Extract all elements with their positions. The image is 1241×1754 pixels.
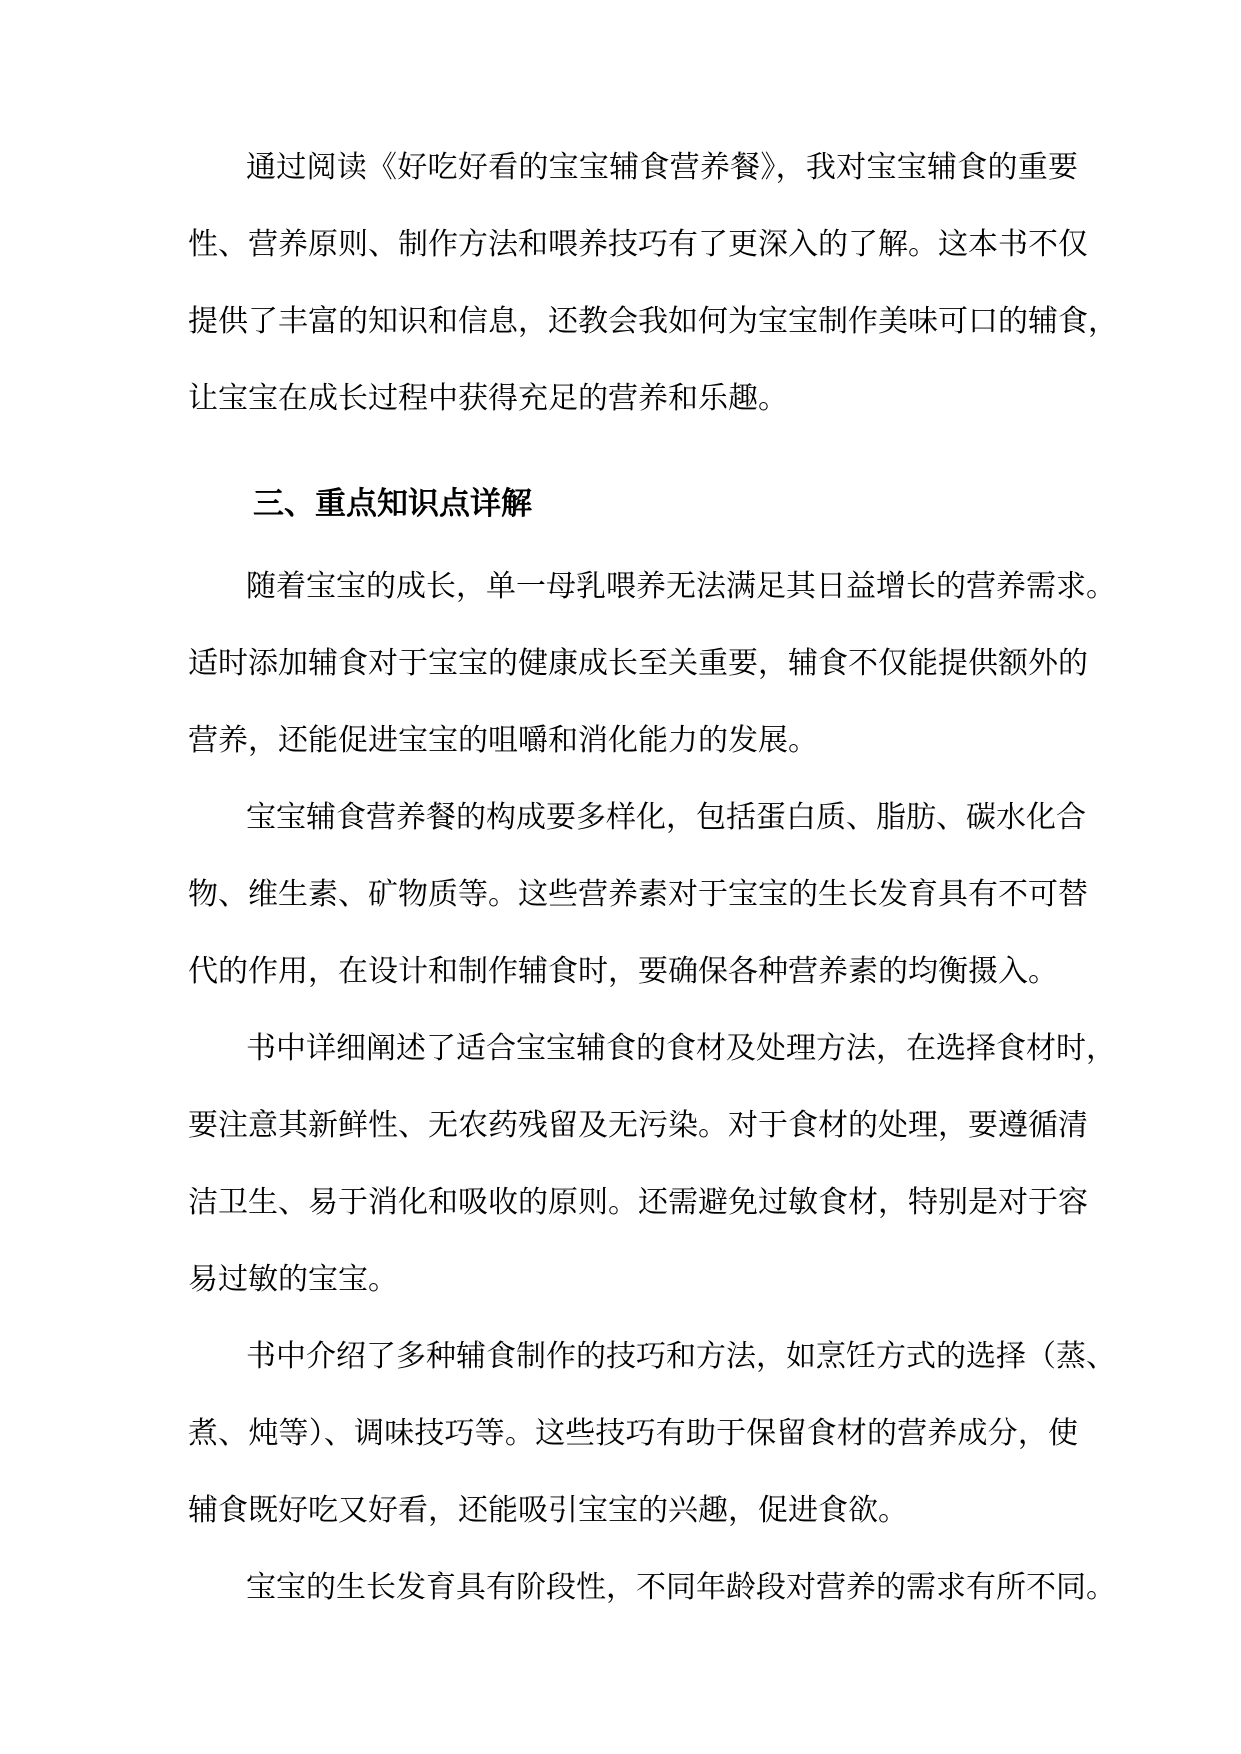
p1-line-1: 随着宝宝的成长，单一母乳喂养无法满足其日益增长的营养需求。: [246, 569, 1116, 604]
section-heading: 三、重点知识点详解: [253, 486, 532, 522]
p2-line-2: 物、维生素、矿物质等。这些营养素对于宝宝的生长发育具有不可替: [188, 877, 1088, 912]
p3-line-4: 易过敏的宝宝。: [188, 1262, 398, 1297]
p1-line-2: 适时添加辅食对于宝宝的健康成长至关重要，辅食不仅能提供额外的: [188, 646, 1088, 681]
intro-line-4: 让宝宝在成长过程中获得充足的营养和乐趣。: [188, 381, 788, 416]
p3-line-3: 洁卫生、易于消化和吸收的原则。还需避免过敏食材，特别是对于容: [188, 1185, 1088, 1220]
p4-line-2: 煮、炖等）、调味技巧等。这些技巧有助于保留食材的营养成分，使: [188, 1416, 1078, 1451]
p2-line-1: 宝宝辅食营养餐的构成要多样化，包括蛋白质、脂肪、碳水化合: [246, 800, 1086, 835]
p5-line-1: 宝宝的生长发育具有阶段性，不同年龄段对营养的需求有所不同。: [246, 1570, 1116, 1605]
p4-line-1: 书中介绍了多种辅食制作的技巧和方法，如烹饪方式的选择（蒸、: [246, 1339, 1116, 1374]
intro-line-2: 性、营养原则、制作方法和喂养技巧有了更深入的了解。这本书不仅: [188, 227, 1088, 262]
p3-line-2: 要注意其新鲜性、无农药残留及无污染。对于食材的处理，要遵循清: [188, 1108, 1088, 1143]
intro-line-3: 提供了丰富的知识和信息，还教会我如何为宝宝制作美味可口的辅食，: [188, 304, 1118, 339]
p4-line-3: 辅食既好吃又好看，还能吸引宝宝的兴趣，促进食欲。: [188, 1493, 908, 1528]
p3-line-1: 书中详细阐述了适合宝宝辅食的食材及处理方法，在选择食材时，: [246, 1031, 1116, 1066]
p2-line-3: 代的作用，在设计和制作辅食时，要确保各种营养素的均衡摄入。: [188, 954, 1058, 989]
p1-line-3: 营养，还能促进宝宝的咀嚼和消化能力的发展。: [188, 723, 818, 758]
intro-line-1: 通过阅读《好吃好看的宝宝辅食营养餐》，我对宝宝辅食的重要: [246, 150, 1078, 185]
